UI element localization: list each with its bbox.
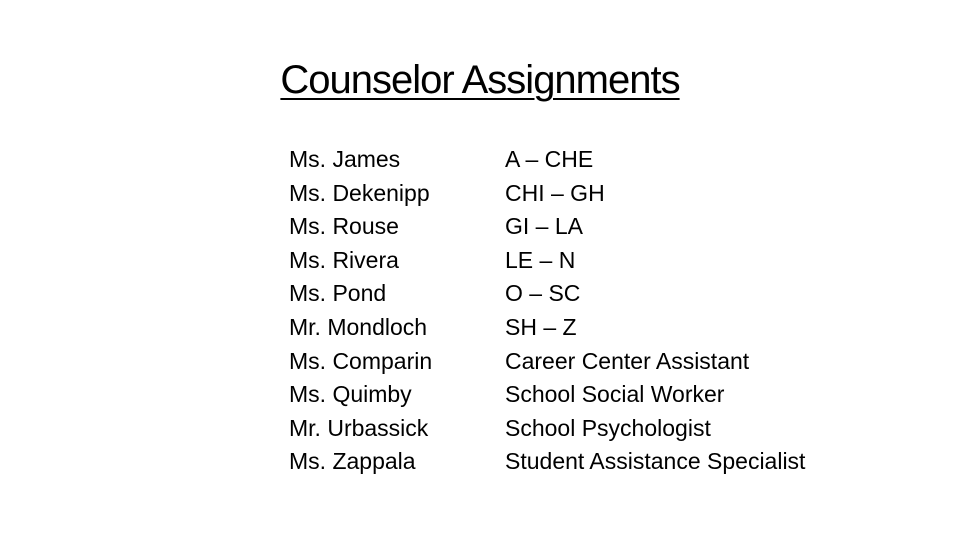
assignment-item: O – SC — [505, 280, 581, 307]
counselor-name: Ms. Zappala — [289, 448, 416, 475]
counselor-name: Ms. Comparin — [289, 347, 433, 374]
assignment-item: SH – Z — [505, 313, 577, 340]
assignment-item: Career Center Assistant — [505, 347, 750, 374]
counselor-name-list — [289, 143, 432, 479]
assignment-item: Student Assistance Specialist — [505, 448, 806, 475]
slide-title: Counselor Assignments — [280, 58, 680, 102]
counselor-name: Ms. Dekenipp — [289, 179, 430, 206]
counselor-name: Ms. Pond — [289, 280, 387, 307]
counselor-name: Mr. Mondloch — [289, 313, 428, 340]
counselor-name: Ms. Rivera — [289, 246, 399, 273]
counselor-name: Ms. Quimby — [289, 381, 412, 408]
assignment-list — [505, 143, 805, 479]
assignment-item: LE – N — [505, 246, 576, 273]
counselor-name: Mr. Urbassick — [289, 414, 429, 441]
assignment-item: GI – LA — [505, 213, 583, 240]
assignment-item: CHI – GH — [505, 179, 605, 206]
assignment-item: A – CHE — [505, 146, 594, 172]
counselor-name: Ms. James — [289, 146, 401, 172]
assignment-item: School Social Worker — [505, 381, 725, 408]
assignment-item: School Psychologist — [505, 414, 711, 441]
counselor-name: Ms. Rouse — [289, 213, 399, 240]
